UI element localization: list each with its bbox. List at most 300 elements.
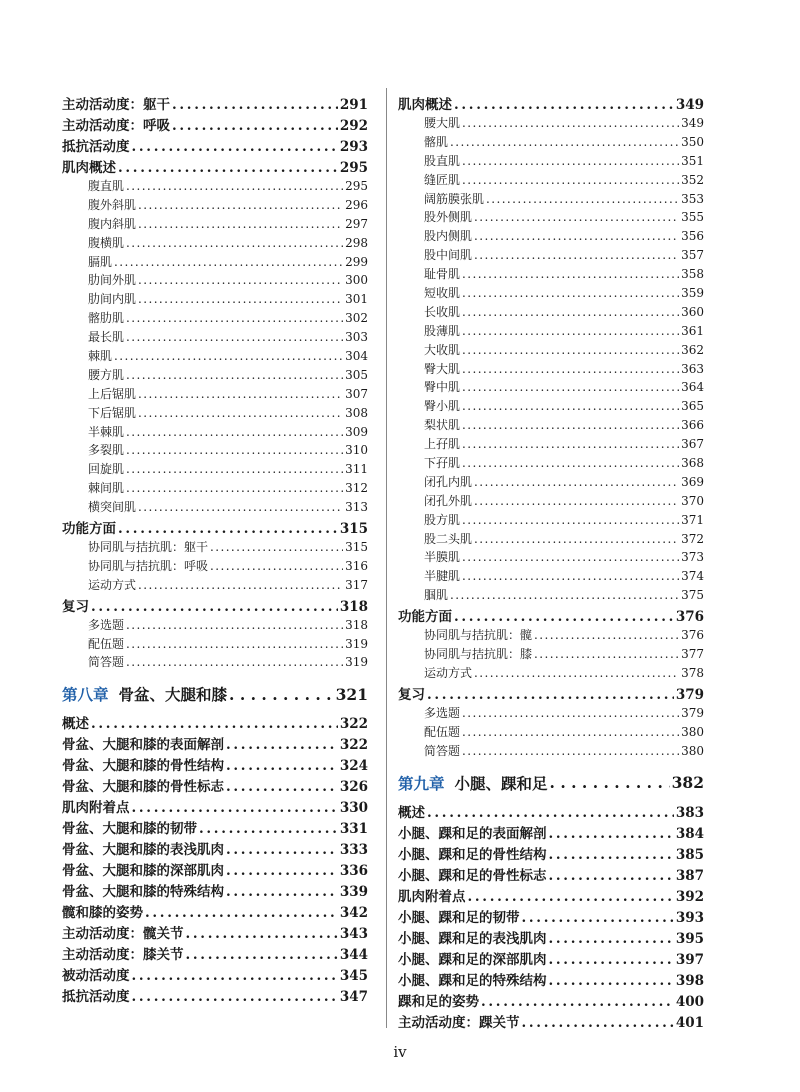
toc-entry-title: 协同肌与拮抗肌：髋	[424, 628, 533, 643]
toc-entry-title: 小腿、踝和足的特殊结构	[398, 972, 547, 989]
toc-entry-page: 326	[339, 779, 368, 796]
toc-entry-chapter[interactable]	[62, 680, 368, 708]
leader-dots	[462, 173, 679, 187]
leader-dots	[462, 569, 679, 583]
leader-dots	[199, 821, 338, 837]
leader-dots	[186, 947, 338, 963]
leader-dots	[474, 229, 679, 243]
toc-entry-title: 半腱肌	[424, 569, 461, 584]
toc-entry-page: 380	[681, 724, 704, 739]
toc-entry-page: 308	[345, 405, 368, 420]
leader-dots	[126, 443, 343, 457]
leader-dots	[126, 236, 343, 250]
toc-entry-main[interactable]	[398, 906, 704, 927]
toc-entry-main[interactable]	[62, 880, 368, 901]
toc-entry-page: 310	[345, 443, 368, 458]
toc-entry-sub[interactable]	[62, 479, 368, 498]
leader-dots	[229, 685, 334, 704]
toc-entry-title: 半棘肌	[88, 424, 125, 439]
toc-entry-sub[interactable]	[398, 360, 704, 379]
toc-entry-title: 简答题	[424, 743, 461, 758]
leader-dots	[138, 578, 343, 592]
toc-entry-page: 350	[681, 134, 704, 149]
toc-entry-page: 353	[681, 191, 704, 206]
toc-entry-sub[interactable]	[398, 473, 704, 492]
toc-entry-sub[interactable]	[62, 460, 368, 479]
toc-entry-title: 小腿、踝和足的深部肌肉	[398, 951, 547, 968]
toc-entry-sub[interactable]	[398, 246, 704, 265]
toc-entry-main[interactable]	[62, 517, 368, 538]
toc-entry-sub[interactable]	[398, 664, 704, 683]
toc-entry-title: 复习	[398, 686, 425, 703]
leader-dots	[138, 500, 343, 514]
toc-entry-page: 380	[681, 743, 704, 758]
toc-entry-main[interactable]	[398, 822, 704, 843]
leader-dots	[522, 910, 674, 926]
leader-dots	[427, 687, 674, 703]
toc-entry-title: 棘间肌	[88, 481, 125, 496]
leader-dots	[462, 725, 679, 739]
toc-entry-title: 闭孔内肌	[424, 474, 473, 489]
toc-entry-main[interactable]	[398, 927, 704, 948]
toc-entry-sub[interactable]	[398, 435, 704, 454]
toc-entry-page: 385	[675, 846, 704, 863]
toc-entry-title: 半膜肌	[424, 550, 461, 565]
leader-dots	[534, 647, 679, 661]
toc-entry-main[interactable]	[398, 1011, 704, 1032]
toc-entry-title: 臀大肌	[424, 361, 461, 376]
toc-entry-sub[interactable]	[62, 635, 368, 654]
toc-entry-sub[interactable]	[398, 723, 704, 742]
leader-dots	[114, 349, 343, 363]
leader-dots	[468, 889, 674, 905]
leader-dots	[549, 826, 674, 842]
toc-right-column	[398, 93, 704, 1032]
toc-entry-main[interactable]	[398, 948, 704, 969]
toc-entry-sub[interactable]	[398, 511, 704, 530]
toc-entry-page: 395	[675, 930, 704, 947]
toc-entry-page: 371	[681, 512, 704, 527]
toc-entry-title: 臀小肌	[424, 399, 461, 414]
toc-entry-main[interactable]	[62, 859, 368, 880]
toc-entry-page: 299	[345, 254, 368, 269]
toc-entry-page: 344	[339, 947, 368, 964]
toc-entry-page: 357	[681, 248, 704, 263]
toc-entry-main[interactable]	[62, 964, 368, 985]
toc-entry-main[interactable]	[398, 885, 704, 906]
toc-entry-title: 股直肌	[424, 153, 461, 168]
toc-entry-main[interactable]	[62, 775, 368, 796]
leader-dots	[126, 618, 343, 632]
toc-entry-page: 355	[681, 210, 704, 225]
toc-entry-page: 351	[681, 153, 704, 168]
leader-dots	[549, 973, 674, 989]
toc-entry-page: 384	[675, 825, 704, 842]
toc-entry-main[interactable]	[62, 943, 368, 964]
toc-entry-sub[interactable]	[398, 227, 704, 246]
toc-entry-page: 358	[681, 267, 704, 282]
toc-entry-page: 379	[675, 686, 704, 703]
leader-dots	[132, 800, 338, 816]
toc-entry-main[interactable]	[62, 114, 368, 135]
toc-entry-page: 392	[675, 888, 704, 905]
toc-entry-sub[interactable]	[398, 704, 704, 723]
toc-entry-page: 400	[675, 993, 704, 1010]
toc-entry-sub[interactable]	[62, 498, 368, 517]
toc-entry-title: 臀中肌	[424, 380, 461, 395]
leader-dots	[481, 994, 674, 1010]
toc-entry-title: 腘肌	[424, 588, 449, 603]
toc-entry-title: 髂肌	[424, 134, 449, 149]
toc-entry-title: 髋和膝的姿势	[62, 905, 143, 922]
toc-entry-page: 363	[681, 361, 704, 376]
toc-entry-title: 腰大肌	[424, 116, 461, 130]
toc-entry-sub[interactable]	[398, 645, 704, 664]
toc-entry-main[interactable]	[62, 712, 368, 733]
toc-entry-page: 398	[675, 972, 704, 989]
toc-entry-title: 短收肌	[424, 286, 461, 301]
toc-entry-page: 383	[675, 804, 704, 821]
toc-entry-sub[interactable]	[398, 492, 704, 511]
toc-entry-title: 股内侧肌	[424, 229, 473, 244]
toc-entry-page: 315	[345, 540, 368, 555]
toc-entry-page: 311	[345, 462, 368, 477]
toc-entry-sub[interactable]	[398, 208, 704, 227]
toc-entry-page: 313	[345, 500, 368, 515]
leader-dots	[522, 1015, 674, 1031]
leader-dots	[462, 343, 679, 357]
toc-entry-title: 主动活动度：躯干	[62, 97, 170, 113]
toc-entry-sub[interactable]	[398, 152, 704, 171]
toc-entry-title: 小腿、踝和足的表面解剖	[398, 825, 547, 842]
toc-entry-title: 阔筋膜张肌	[424, 191, 485, 206]
toc-entry-main[interactable]	[62, 156, 368, 177]
toc-entry-title: 肌肉概述	[398, 97, 452, 113]
toc-entry-title: 小腿、踝和足	[454, 773, 548, 793]
toc-entry-page: 316	[345, 558, 368, 573]
toc-entry-page: 342	[339, 905, 368, 922]
leader-dots	[462, 744, 679, 758]
toc-entry-title: 配伍题	[88, 636, 125, 651]
toc-entry-page: 293	[339, 139, 368, 155]
toc-entry-main[interactable]	[62, 754, 368, 775]
toc-entry-sub[interactable]	[62, 557, 368, 576]
toc-entry-sub[interactable]	[398, 190, 704, 209]
toc-entry-title: 长收肌	[424, 304, 461, 319]
toc-entry-sub[interactable]	[398, 341, 704, 360]
toc-entry-sub[interactable]	[62, 196, 368, 215]
leader-dots	[462, 399, 679, 413]
leader-dots	[126, 179, 343, 193]
toc-entry-title: 横突间肌	[88, 500, 137, 515]
toc-entry-page: 331	[339, 821, 368, 838]
toc-entry-main[interactable]	[398, 801, 704, 822]
leader-dots	[145, 905, 338, 921]
toc-entry-page: 297	[345, 216, 368, 231]
toc-entry-sub[interactable]	[398, 171, 704, 190]
toc-entry-page: 378	[681, 665, 704, 680]
leader-dots	[126, 481, 343, 495]
leader-dots	[474, 475, 679, 489]
toc-entry-title: 主动活动度：髋关节	[62, 926, 184, 943]
toc-entry-sub[interactable]	[398, 454, 704, 473]
toc-entry-page: 376	[675, 609, 704, 626]
toc-entry-sub[interactable]	[62, 253, 368, 272]
toc-entry-title: 耻骨肌	[424, 267, 461, 282]
leader-dots	[114, 255, 343, 269]
toc-entry-sub[interactable]	[62, 215, 368, 234]
toc-entry-title: 棘肌	[88, 349, 113, 364]
toc-entry-main[interactable]	[398, 843, 704, 864]
toc-entry-main[interactable]	[62, 901, 368, 922]
leader-dots	[186, 926, 338, 942]
toc-entry-page: 309	[345, 424, 368, 439]
toc-entry-sub[interactable]	[62, 616, 368, 635]
toc-entry-title: 股方肌	[424, 512, 461, 527]
leader-dots	[132, 139, 338, 155]
toc-entry-title: 骨盆、大腿和膝	[118, 685, 228, 705]
leader-dots	[462, 267, 679, 281]
toc-entry-title: 骨盆、大腿和膝的表浅肌肉	[62, 842, 224, 859]
toc-entry-title: 小腿、踝和足的表浅肌肉	[398, 930, 547, 947]
leader-dots	[462, 286, 679, 300]
toc-entry-page: 322	[339, 716, 368, 733]
toc-entry-title: 骨盆、大腿和膝的深部肌肉	[62, 863, 224, 880]
toc-entry-page: 382	[671, 773, 704, 792]
toc-entry-sub[interactable]	[398, 416, 704, 435]
leader-dots	[126, 368, 343, 382]
toc-entry-title: 踝和足的姿势	[398, 993, 479, 1010]
toc-entry-page: 305	[345, 367, 368, 382]
toc-entry-sub[interactable]	[62, 271, 368, 290]
toc-entry-title: 上后锯肌	[88, 386, 137, 401]
toc-entry-title: 主动活动度：呼吸	[62, 118, 170, 134]
toc-entry-sub[interactable]	[62, 366, 368, 385]
toc-entry-sub[interactable]	[398, 626, 704, 645]
toc-entry-sub[interactable]	[398, 284, 704, 303]
toc-entry-sub[interactable]	[62, 404, 368, 423]
toc-entry-page: 347	[339, 989, 368, 1006]
toc-entry-title: 复习	[62, 598, 89, 615]
leader-dots	[226, 779, 338, 795]
toc-entry-title: 抵抗活动度	[62, 139, 130, 155]
leader-dots	[474, 248, 679, 262]
toc-entry-page: 336	[339, 863, 368, 880]
toc-entry-title: 骨盆、大腿和膝的韧带	[62, 821, 197, 838]
leader-dots	[138, 198, 343, 212]
leader-dots	[226, 737, 338, 753]
toc-entry-title: 小腿、踝和足的骨性标志	[398, 867, 547, 884]
toc-entry-title: 闭孔外肌	[424, 493, 473, 508]
leader-dots	[550, 773, 670, 792]
toc-entry-title: 运动方式	[88, 577, 137, 592]
toc-entry-main[interactable]	[62, 985, 368, 1006]
leader-dots	[427, 805, 674, 821]
toc-entry-page: 319	[345, 636, 368, 651]
toc-entry-title: 小腿、踝和足的骨性结构	[398, 846, 547, 863]
toc-entry-page: 376	[681, 628, 704, 643]
toc-entry-title: 肌肉附着点	[398, 888, 466, 905]
toc-entry-main[interactable]	[398, 990, 704, 1011]
toc-entry-main[interactable]	[62, 922, 368, 943]
leader-dots	[549, 931, 674, 947]
toc-entry-page: 364	[681, 380, 704, 395]
toc-entry-title: 肌肉附着点	[62, 800, 130, 817]
toc-entry-sub[interactable]	[62, 177, 368, 196]
toc-entry-main[interactable]	[62, 796, 368, 817]
toc-entry-page: 368	[681, 456, 704, 471]
toc-entry-title: 功能方面	[62, 521, 116, 538]
toc-entry-main[interactable]	[398, 864, 704, 885]
toc-entry-sub[interactable]	[398, 133, 704, 152]
toc-entry-title: 最长肌	[88, 330, 125, 345]
toc-entry-sub[interactable]	[398, 265, 704, 284]
toc-entry-title: 小腿、踝和足的韧带	[398, 909, 520, 926]
toc-entry-main[interactable]	[398, 969, 704, 990]
leader-dots	[486, 192, 679, 206]
toc-entry-page: 321	[335, 684, 368, 704]
toc-entry-sub[interactable]	[398, 397, 704, 416]
toc-entry-sub[interactable]	[62, 290, 368, 309]
leader-dots	[462, 456, 679, 470]
leader-dots	[138, 387, 343, 401]
toc-entry-sub[interactable]	[398, 548, 704, 567]
toc-entry-main[interactable]	[62, 733, 368, 754]
toc-entry-title: 功能方面	[398, 609, 452, 626]
toc-entry-title: 下孖肌	[424, 456, 461, 471]
toc-entry-title: 骨盆、大腿和膝的骨性标志	[62, 779, 224, 796]
toc-entry-sub[interactable]	[62, 423, 368, 442]
leader-dots	[474, 666, 679, 680]
toc-entry-title: 概述	[62, 716, 89, 733]
toc-entry-title: 膈肌	[88, 254, 113, 269]
toc-entry-page: 377	[681, 647, 704, 662]
toc-entry-title: 梨状肌	[424, 418, 461, 433]
toc-entry-sub[interactable]	[62, 234, 368, 253]
toc-entry-page: 333	[339, 842, 368, 859]
toc-entry-sub[interactable]	[62, 653, 368, 672]
toc-entry-page: 296	[345, 197, 368, 212]
toc-entry-sub[interactable]	[62, 441, 368, 460]
toc-entry-page: 322	[339, 737, 368, 754]
toc-entry-sub[interactable]	[398, 114, 704, 133]
toc-entry-sub[interactable]	[398, 378, 704, 397]
toc-entry-title: 多选题	[424, 705, 461, 720]
toc-entry-sub[interactable]	[62, 347, 368, 366]
leader-dots	[126, 637, 343, 651]
toc-entry-page: 370	[681, 493, 704, 508]
leader-dots	[454, 609, 674, 625]
chapter-number: 第八章	[62, 685, 109, 705]
leader-dots	[91, 716, 338, 732]
leader-dots	[126, 655, 343, 669]
toc-entry-title: 股中间肌	[424, 248, 473, 263]
toc-entry-sub[interactable]	[398, 303, 704, 322]
toc-entry-page: 330	[339, 800, 368, 817]
toc-entry-main[interactable]	[398, 93, 704, 114]
toc-entry-page: 318	[345, 617, 368, 632]
toc-entry-sub[interactable]	[62, 309, 368, 328]
leader-dots	[462, 324, 679, 338]
toc-entry-page: 317	[345, 577, 368, 592]
toc-entry-main[interactable]	[62, 817, 368, 838]
leader-dots	[462, 380, 679, 394]
toc-entry-sub[interactable]	[398, 567, 704, 586]
leader-dots	[226, 842, 338, 858]
toc-entry-page: 356	[681, 229, 704, 244]
leader-dots	[126, 462, 343, 476]
toc-entry-page: 339	[339, 884, 368, 901]
toc-entry-page: 352	[681, 172, 704, 187]
toc-entry-page: 345	[339, 968, 368, 985]
leader-dots	[462, 418, 679, 432]
toc-entry-main[interactable]	[398, 683, 704, 704]
toc-entry-title: 主动活动度：踝关节	[398, 1014, 520, 1031]
toc-entry-title: 骨盆、大腿和膝的特殊结构	[62, 884, 224, 901]
toc-entry-page: 375	[681, 588, 704, 603]
leader-dots	[172, 118, 338, 134]
leader-dots	[138, 217, 343, 231]
toc-entry-page: 298	[345, 235, 368, 250]
toc-entry-sub[interactable]	[62, 328, 368, 347]
toc-entry-title: 腹内斜肌	[88, 216, 137, 231]
toc-entry-title: 运动方式	[424, 665, 473, 680]
toc-entry-main[interactable]	[62, 595, 368, 616]
toc-entry-title: 抵抗活动度	[62, 989, 130, 1006]
toc-entry-title: 下后锯肌	[88, 405, 137, 420]
leader-dots	[226, 884, 338, 900]
leader-dots	[132, 989, 338, 1005]
leader-dots	[138, 292, 343, 306]
toc-entry-title: 多选题	[88, 617, 125, 632]
toc-entry-title: 协同肌与拮抗肌：膝	[424, 647, 533, 662]
toc-entry-page: 291	[339, 97, 368, 113]
toc-entry-sub[interactable]	[398, 530, 704, 549]
toc-entry-sub[interactable]	[62, 538, 368, 557]
leader-dots	[549, 952, 674, 968]
toc-entry-page: 401	[675, 1014, 704, 1031]
leader-dots	[132, 968, 338, 984]
toc-entry-title: 股二头肌	[424, 531, 473, 546]
toc-entry-page: 367	[681, 437, 704, 452]
toc-entry-sub[interactable]	[398, 742, 704, 761]
toc-entry-chapter[interactable]	[398, 769, 704, 797]
toc-entry-title: 主动活动度：膝关节	[62, 947, 184, 964]
toc-entry-main[interactable]	[62, 838, 368, 859]
toc-entry-sub[interactable]	[62, 385, 368, 404]
leader-dots	[450, 588, 679, 602]
toc-entry-title: 缝匠肌	[424, 172, 461, 187]
leader-dots	[210, 559, 343, 573]
page-number: iv	[393, 1043, 407, 1061]
leader-dots	[126, 311, 343, 325]
toc-entry-sub[interactable]	[398, 586, 704, 605]
toc-entry-page: 366	[681, 418, 704, 433]
leader-dots	[126, 330, 343, 344]
toc-entry-page: 359	[681, 286, 704, 301]
leader-dots	[226, 863, 338, 879]
toc-entry-main[interactable]	[62, 93, 368, 114]
toc-entry-page: 360	[681, 304, 704, 319]
toc-entry-title: 概述	[398, 804, 425, 821]
toc-entry-sub[interactable]	[62, 576, 368, 595]
toc-entry-main[interactable]	[398, 605, 704, 626]
toc-entry-page: 315	[339, 521, 368, 538]
toc-entry-title: 大收肌	[424, 342, 461, 357]
toc-entry-main[interactable]	[62, 135, 368, 156]
toc-entry-sub[interactable]	[398, 322, 704, 341]
leader-dots	[138, 273, 343, 287]
